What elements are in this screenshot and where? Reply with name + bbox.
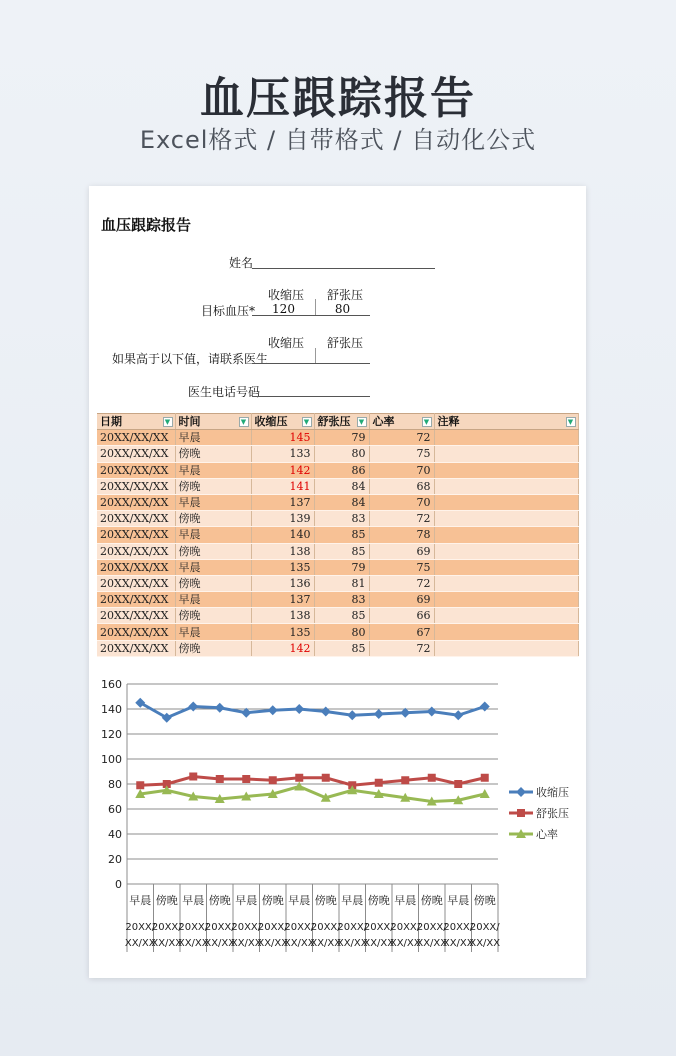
x-group-label-line1: 20XX/	[151, 922, 182, 933]
data-point	[427, 707, 437, 717]
y-tick-label: 120	[101, 728, 122, 741]
cell-heart-rate[interactable]: 72	[369, 640, 434, 656]
cell-note[interactable]	[434, 624, 578, 640]
x-tick-label: 傍晚	[420, 894, 443, 907]
cell-note[interactable]	[434, 462, 578, 478]
table-header-row	[97, 414, 578, 430]
x-group-label-line2: XX/XX	[310, 938, 342, 949]
cell-diastolic[interactable]: 84	[314, 494, 369, 510]
threshold-field[interactable]	[252, 363, 370, 364]
cell-date[interactable]: 20XX/XX/XX	[97, 624, 175, 640]
target-underline	[252, 315, 370, 316]
cell-diastolic[interactable]: 83	[314, 592, 369, 608]
bp-line-chart	[89, 670, 586, 960]
cell-heart-rate[interactable]: 70	[369, 494, 434, 510]
x-tick-label: 早晨	[288, 894, 311, 907]
col-systolic[interactable]: 收缩压 ▼	[251, 414, 314, 430]
data-point	[189, 773, 197, 781]
cell-diastolic[interactable]: 84	[314, 478, 369, 494]
cell-time[interactable]: 早晨	[175, 624, 251, 640]
y-tick-label: 40	[108, 828, 122, 841]
name-label: 姓名	[229, 256, 254, 270]
cell-systolic[interactable]: 139	[251, 511, 314, 527]
cell-heart-rate[interactable]: 66	[369, 608, 434, 624]
col-date[interactable]: 日期 ▼	[97, 414, 175, 430]
x-tick-label: 早晨	[447, 894, 470, 907]
target-systolic-value[interactable]: 120	[272, 302, 295, 316]
x-tick-label: 傍晚	[155, 894, 178, 907]
table-row	[97, 462, 578, 478]
data-point	[242, 775, 250, 783]
spreadsheet-preview	[89, 186, 586, 978]
cell-date[interactable]: 20XX/XX/XX	[97, 592, 175, 608]
cell-systolic[interactable]: 136	[251, 575, 314, 591]
cell-time[interactable]: 傍晚	[175, 511, 251, 527]
cell-heart-rate[interactable]: 78	[369, 527, 434, 543]
cell-systolic[interactable]: 135	[251, 559, 314, 575]
filter-dropdown-icon[interactable]: ▼	[422, 417, 432, 427]
cell-diastolic[interactable]: 86	[314, 462, 369, 478]
target-diastolic-header: 舒张压	[327, 288, 364, 302]
data-point	[269, 776, 277, 784]
x-group-label-line2: XX/XX	[283, 938, 315, 949]
x-tick-label: 早晨	[129, 894, 152, 907]
cell-note[interactable]	[434, 511, 578, 527]
data-point	[428, 774, 436, 782]
cell-time[interactable]: 傍晚	[175, 608, 251, 624]
cell-diastolic[interactable]: 80	[314, 624, 369, 640]
x-tick-label: 早晨	[182, 894, 205, 907]
table-row	[97, 559, 578, 575]
data-point	[294, 704, 304, 714]
x-group-label-line2: XX/XX	[416, 938, 448, 949]
table-row	[97, 543, 578, 559]
cell-diastolic[interactable]: 81	[314, 575, 369, 591]
cell-time[interactable]: 傍晚	[175, 575, 251, 591]
col-diastolic[interactable]: 舒张压 ▼	[314, 414, 369, 430]
cell-diastolic[interactable]: 80	[314, 446, 369, 462]
target-divider	[315, 299, 316, 316]
cell-date[interactable]: 20XX/XX/XX	[97, 608, 175, 624]
hero-title: 血压跟踪报告	[200, 73, 476, 124]
x-group-label-line1: 20XX/	[469, 922, 500, 933]
data-point	[480, 702, 490, 712]
legend-marker	[517, 809, 525, 817]
cell-systolic[interactable]: 140	[251, 527, 314, 543]
doctor-phone-field[interactable]	[252, 396, 370, 397]
cell-note[interactable]	[434, 640, 578, 656]
x-group-label-line1: 20XX/	[337, 922, 368, 933]
cell-heart-rate[interactable]: 68	[369, 478, 434, 494]
data-point	[295, 774, 303, 782]
table-row	[97, 494, 578, 510]
cell-note[interactable]	[434, 527, 578, 543]
legend-label: 收缩压	[536, 786, 569, 799]
doctor-phone-label: 医生电话号码	[188, 385, 261, 399]
x-group-label-line1: 20XX/	[363, 922, 394, 933]
name-field[interactable]	[252, 268, 435, 269]
cell-systolic[interactable]: 142	[251, 640, 314, 656]
cell-date[interactable]: 20XX/XX/XX	[97, 559, 175, 575]
x-group-label-line1: 20XX/	[284, 922, 315, 933]
threshold-divider	[315, 348, 316, 364]
x-group-label-line1: 20XX/	[310, 922, 341, 933]
cell-time[interactable]: 早晨	[175, 462, 251, 478]
cell-date[interactable]: 20XX/XX/XX	[97, 640, 175, 656]
filter-dropdown-icon[interactable]: ▼	[566, 417, 576, 427]
cell-systolic[interactable]: 137	[251, 592, 314, 608]
data-point	[216, 775, 224, 783]
cell-date[interactable]: 20XX/XX/XX	[97, 575, 175, 591]
x-group-label-line2: XX/XX	[151, 938, 183, 949]
x-tick-label: 傍晚	[367, 894, 390, 907]
cell-note[interactable]	[434, 575, 578, 591]
x-group-label-line2: XX/XX	[124, 938, 156, 949]
x-group-label-line1: 20XX/	[257, 922, 288, 933]
cell-diastolic[interactable]: 79	[314, 430, 369, 446]
data-point	[321, 707, 331, 717]
target-systolic-header: 收缩压	[268, 288, 305, 302]
cell-heart-rate[interactable]: 75	[369, 559, 434, 575]
cell-date[interactable]: 20XX/XX/XX	[97, 462, 175, 478]
y-tick-label: 100	[101, 753, 122, 766]
x-tick-label: 傍晚	[261, 894, 284, 907]
data-point	[215, 703, 225, 713]
cell-time[interactable]: 傍晚	[175, 640, 251, 656]
filter-dropdown-icon[interactable]: ▼	[163, 417, 173, 427]
data-point	[454, 780, 462, 788]
cell-systolic[interactable]: 135	[251, 624, 314, 640]
cell-date[interactable]: 20XX/XX/XX	[97, 527, 175, 543]
cell-heart-rate[interactable]: 70	[369, 462, 434, 478]
x-group-label-line2: XX/XX	[389, 938, 421, 949]
data-point	[375, 779, 383, 787]
cell-note[interactable]	[434, 478, 578, 494]
cell-note[interactable]	[434, 559, 578, 575]
data-point	[374, 709, 384, 719]
x-group-label-line2: XX/XX	[177, 938, 209, 949]
y-tick-label: 80	[108, 778, 122, 791]
filter-dropdown-icon[interactable]: ▼	[239, 417, 249, 427]
x-tick-label: 早晨	[235, 894, 258, 907]
cell-diastolic[interactable]: 79	[314, 559, 369, 575]
x-group-label-line2: XX/XX	[230, 938, 262, 949]
x-tick-label: 傍晚	[208, 894, 231, 907]
data-point	[481, 774, 489, 782]
cell-systolic[interactable]: 133	[251, 446, 314, 462]
col-notes[interactable]: 注释 ▼	[434, 414, 578, 430]
x-group-label-line2: XX/XX	[363, 938, 395, 949]
data-point	[268, 705, 278, 715]
x-tick-label: 早晨	[394, 894, 417, 907]
cell-date[interactable]: 20XX/XX/XX	[97, 511, 175, 527]
cell-heart-rate[interactable]: 69	[369, 592, 434, 608]
col-time[interactable]: 时间 ▼	[175, 414, 251, 430]
y-tick-label: 60	[108, 803, 122, 816]
table-row	[97, 592, 578, 608]
x-group-label-line1: 20XX/	[390, 922, 421, 933]
cell-diastolic[interactable]: 85	[314, 608, 369, 624]
cell-note[interactable]	[434, 543, 578, 559]
cell-date[interactable]: 20XX/XX/XX	[97, 494, 175, 510]
y-tick-label: 0	[115, 878, 122, 891]
cell-heart-rate[interactable]: 69	[369, 543, 434, 559]
cell-note[interactable]	[434, 494, 578, 510]
table-row	[97, 478, 578, 494]
x-group-label-line2: XX/XX	[442, 938, 474, 949]
cell-date[interactable]: 20XX/XX/XX	[97, 478, 175, 494]
x-tick-label: 傍晚	[473, 894, 496, 907]
hero-subtitle: Excel格式 / 自带格式 / 自动化公式	[139, 126, 537, 154]
sheet-title: 血压跟踪报告	[101, 216, 192, 234]
cell-time[interactable]: 早晨	[175, 559, 251, 575]
bp-log-table	[97, 413, 579, 657]
data-point	[136, 781, 144, 789]
cell-heart-rate[interactable]: 72	[369, 575, 434, 591]
x-group-label-line1: 20XX/	[443, 922, 474, 933]
threshold-diastolic-header: 舒张压	[327, 336, 364, 350]
x-tick-label: 早晨	[341, 894, 364, 907]
cell-heart-rate[interactable]: 72	[369, 430, 434, 446]
x-group-label-line1: 20XX/	[178, 922, 209, 933]
cell-note[interactable]	[434, 592, 578, 608]
x-group-label-line1: 20XX/	[231, 922, 262, 933]
table-row	[97, 511, 578, 527]
table-row	[97, 446, 578, 462]
cell-heart-rate[interactable]: 67	[369, 624, 434, 640]
threshold-systolic-header: 收缩压	[268, 336, 305, 350]
cell-time[interactable]: 早晨	[175, 494, 251, 510]
data-point	[453, 710, 463, 720]
x-group-label-line2: XX/XX	[257, 938, 289, 949]
cell-time[interactable]: 傍晚	[175, 478, 251, 494]
cell-systolic[interactable]: 141	[251, 478, 314, 494]
cell-diastolic[interactable]: 85	[314, 543, 369, 559]
cell-note[interactable]	[434, 430, 578, 446]
cell-time[interactable]: 傍晚	[175, 446, 251, 462]
cell-diastolic[interactable]: 85	[314, 527, 369, 543]
y-tick-label: 160	[101, 678, 122, 691]
threshold-label: 如果高于以下值，请联系医生	[112, 352, 269, 366]
filter-dropdown-icon[interactable]: ▼	[357, 417, 367, 427]
table-row	[97, 640, 578, 656]
target-label: 目标血压*	[201, 304, 256, 318]
table-row	[97, 575, 578, 591]
cell-date[interactable]: 20XX/XX/XX	[97, 430, 175, 446]
cell-systolic[interactable]: 142	[251, 462, 314, 478]
cell-systolic[interactable]: 145	[251, 430, 314, 446]
cell-time[interactable]: 傍晚	[175, 543, 251, 559]
y-tick-label: 20	[108, 853, 122, 866]
table-row	[97, 430, 578, 446]
cell-systolic[interactable]: 137	[251, 494, 314, 510]
cell-time[interactable]: 早晨	[175, 527, 251, 543]
cell-note[interactable]	[434, 608, 578, 624]
cell-heart-rate[interactable]: 72	[369, 511, 434, 527]
legend-label: 心率	[536, 828, 558, 841]
cell-date[interactable]: 20XX/XX/XX	[97, 543, 175, 559]
cell-diastolic[interactable]: 83	[314, 511, 369, 527]
table-row	[97, 608, 578, 624]
legend-label: 舒张压	[536, 807, 569, 820]
data-point	[347, 710, 357, 720]
target-diastolic-value[interactable]: 80	[334, 302, 351, 316]
data-point	[322, 774, 330, 782]
x-tick-label: 傍晚	[314, 894, 337, 907]
cell-time[interactable]: 早晨	[175, 430, 251, 446]
cell-note[interactable]	[434, 446, 578, 462]
cell-systolic[interactable]: 138	[251, 608, 314, 624]
cell-time[interactable]: 早晨	[175, 592, 251, 608]
table-row	[97, 527, 578, 543]
cell-diastolic[interactable]: 85	[314, 640, 369, 656]
x-group-label-line2: XX/XX	[469, 938, 501, 949]
col-heart-rate[interactable]: 心率 ▼	[369, 414, 434, 430]
y-tick-label: 140	[101, 703, 122, 716]
x-group-label-line1: 20XX/	[416, 922, 447, 933]
cell-heart-rate[interactable]: 75	[369, 446, 434, 462]
data-point	[401, 776, 409, 784]
x-group-label-line2: XX/XX	[336, 938, 368, 949]
table-row	[97, 624, 578, 640]
legend-marker	[516, 787, 526, 797]
cell-date[interactable]: 20XX/XX/XX	[97, 446, 175, 462]
x-group-label-line2: XX/XX	[204, 938, 236, 949]
filter-dropdown-icon[interactable]: ▼	[302, 417, 312, 427]
x-group-label-line1: 20XX/	[204, 922, 235, 933]
data-point	[188, 702, 198, 712]
cell-systolic[interactable]: 138	[251, 543, 314, 559]
x-group-label-line1: 20XX/	[125, 922, 156, 933]
